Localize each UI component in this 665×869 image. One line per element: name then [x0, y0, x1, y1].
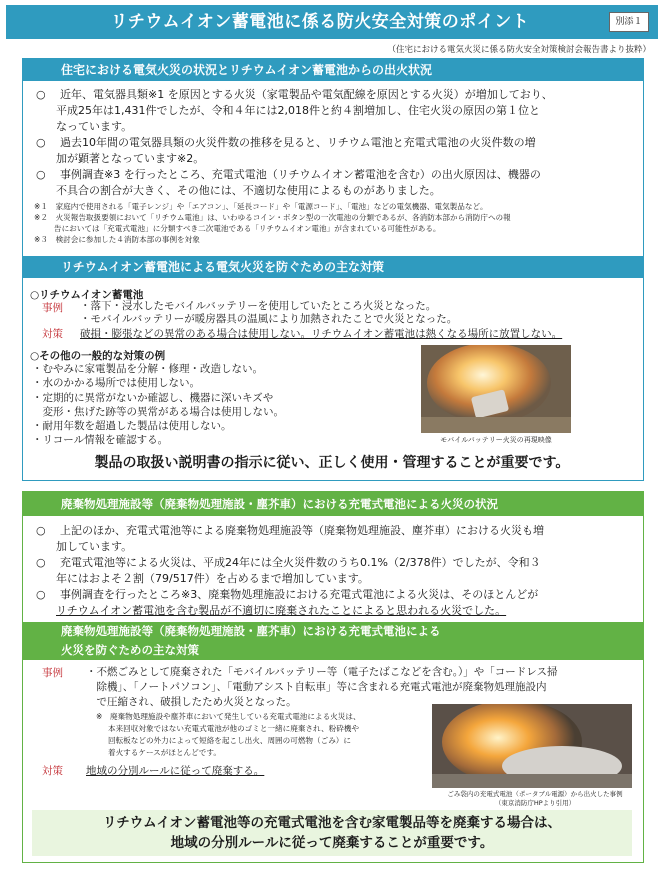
section3-paragraph-2: ○ 充電式電池等による火災は、平成24年には全火災件数のうち0.1%（2/378件）でしたが、令和３ 年にはおよそ２割（79/517件）を占めるまで増加しています。 — [36, 556, 541, 585]
section3-paragraph-1: ○ 上記のほか、充電式電池等による廃棄物処理施設等（廃棄物処理施設、塵芥車）における火災も増 加しています。 — [36, 524, 544, 553]
case-label-1: 事例 — [42, 302, 63, 314]
note-1: ※１ 家庭内で使用される「電子レンジ」や「エアコン」、「延長コード」や「電源コード」、「電池」などの電気機器、電気製品など。 — [34, 202, 488, 211]
section3-paragraph-3: ○ 事例調査を行ったところ※3、廃棄物処理施設における充電式電池による火災は、そのほとんどが リチウムイオン蓄電池を含む製品が不適切に廃棄されたことによると思われる火災でした。 — [36, 588, 539, 617]
section1-notes — [34, 201, 638, 245]
garbage-fire-photo — [432, 704, 632, 788]
section4-heading: 廃棄物処理施設等（廃棄物処理施設・塵芥車）における充電式電池による 火災を防ぐための主な対策 — [23, 622, 643, 660]
section1-paragraph-1: ○ 近年、電気器具類※1 を原因とする火災（家電製品や電気配線を原因とする火災）が増加しており、 平成25年は1,431件でしたが、令和４年には2,018件と約４割増加し、住宅火災の原因の第１位と なっています。 — [36, 88, 553, 133]
measure-text-2: 地域の分別ルールに従って廃棄する。 — [86, 765, 265, 777]
general-measures: ・むやみに家電製品を分解・修理・改造しない。 ・水のかかる場所では使用しない。 ・定期的に異常がないか確認し、機器に深いキズや 変形・焦げた跡等の異常がある場合は使用しない。 ・耐用年数を超過した製品は使用しない。 ・リコール情報を確認する。 — [32, 363, 284, 447]
note-3: ※３ 検討会に参加した４消防本部の事例を対象 — [34, 235, 200, 244]
bottom-message: リチウムイオン蓄電池等の充電式電池を含む家電製品等を廃棄する場合は、 地域の分別ルールに従って廃棄することが重要です。 — [103, 815, 561, 851]
case-lines-2: ・不燃ごみとして廃棄された「モバイルバッテリー等（電子たばこなどを含む。）」や「コードレス掃 除機」、「ノートパソコン」、「電動アシスト自転車」等に含まれる充電式電池が廃棄物処理施設内 で圧縮され、破損したため火災となった。 — [86, 666, 558, 708]
battery-fire-image — [421, 345, 571, 433]
source-note: （住宅における電気火災に係る防火安全対策検討会報告書より抜粋） — [387, 45, 651, 55]
photo-credit-2: （東京消防庁HPより引用） — [494, 799, 576, 807]
measure-text-1: 破損・膨張などの異常のある場合は使用しない。リチウムイオン蓄電池は熱くなる場所に放置しない。 — [80, 328, 563, 340]
note-2-cont: 告においては「充電式電池」に分類すべき二次電池である「リチウムイオン電池」が含まれている可能性がある。 — [54, 224, 441, 233]
photo-caption-1: モバイルバッテリー火災の再現映像 — [440, 436, 552, 444]
measure-label-2: 対策 — [42, 765, 63, 777]
case-note-2: ※ 廃棄物処理施設や塵芥車において発生している充電式電池による火災は、 本来回収対象ではない充電式電池が他のゴミと一緒に廃棄され、粉砕機や 回転板などの外力によって短絡を起こし出火、周囲の可燃物（ごみ）に 着火するケースがほとんどです。 — [96, 712, 361, 757]
page-title: リチウムイオン蓄電池に係る防火安全対策のポイント — [110, 12, 530, 32]
garbage-fire-image — [432, 704, 632, 788]
case-lines-1: ・落下・浸水したモバイルバッテリーを使用していたところ火災となった。 ・モバイルバッテリーが暖房器具の温風により加熱されたことで火災となった。 — [80, 300, 458, 325]
measure-label-1: 対策 — [42, 328, 63, 340]
section2-sub1: ○リチウムイオン蓄電池 — [30, 289, 144, 301]
note-2: ※２ 火災報告取扱要領において「リチウム電池」は、いわゆるコイン・ボタン型の一次電池の分類であるが、各消防本部から消防庁への報 — [34, 213, 511, 222]
photo-caption-2: ごみ袋内の充電式電池（ポータブル電源）から出火した事例 — [447, 790, 623, 798]
battery-fire-photo — [421, 345, 571, 433]
section2-heading: リチウムイオン蓄電池による電気火災を防ぐための主な対策 — [23, 256, 643, 278]
section1-heading: 住宅における電気火災の状況とリチウムイオン蓄電池からの出火状況 — [23, 59, 643, 81]
section2-message: 製品の取扱い説明書の指示に従い、正しく使用・管理することが重要です。 — [94, 455, 570, 471]
section3-heading: 廃棄物処理施設等（廃棄物処理施設・塵芥車）における充電式電池による火災の状況 — [23, 492, 643, 516]
section1-paragraph-3: ○ 事例調査※3 を行ったところ、充電式電池（リチウムイオン蓄電池を含む）の出火原因は、機器の 不具合の割合が大きく、その他には、不適切な使用によるものがありました。 — [36, 168, 541, 197]
case-label-2: 事例 — [42, 667, 63, 679]
annex-label: 別添１ — [609, 12, 649, 32]
section1-paragraph-2: ○ 過去10年間の電気器具類の火災件数の推移を見ると、リチウム電池と充電式電池の火災件数の増 加が顕著となっています※2。 — [36, 136, 536, 165]
section2-sub2: ○その他の一般的な対策の例 — [30, 350, 166, 362]
